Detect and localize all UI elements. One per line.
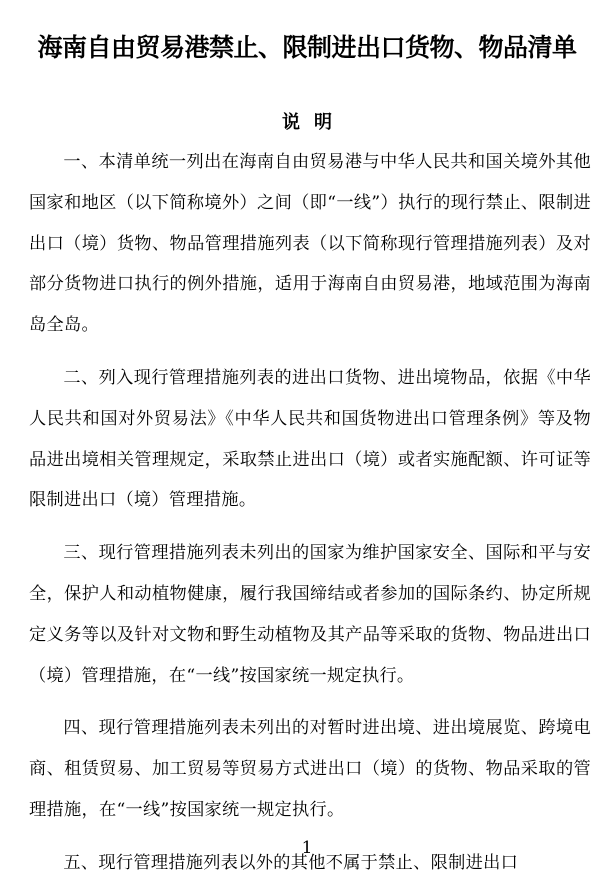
- document-body: [29, 142, 591, 896]
- section-heading: 说明: [282, 112, 346, 133]
- paragraph-3: 三、现行管理措施列表未列出的国家为维护国家安全、国际和平与安全，保护人和动植物健康，履行我国缔结或者参加的国际条约、协定所规定义务等以及针对文物和野生动植物及其产品等采取的货物、物品进出口（境）管理措施，在“一线”按国家统一规定执行。: [29, 543, 591, 686]
- paragraph-1: 一、本清单统一列出在海南自由贸易港与中华人民共和国关境外其他国家和地区（以下简称境外）之间（即“一线”）执行的现行禁止、限制进出口（境）货物、物品管理措施列表（以下简称现行管理措施列表）及对部分货物进口执行的例外措施，适用于海南自由贸易港，地域范围为海南岛全岛。: [29, 152, 591, 336]
- page-number: 1: [301, 838, 313, 858]
- paragraph-2: 二、列入现行管理措施列表的进出口货物、进出境物品，依据《中华人民共和国对外贸易法》《中华人民共和国货物进出口管理条例》等及物品进出境相关管理规定，采取禁止进出口（境）或者实施配额、许可证等限制进出口（境）管理措施。: [29, 367, 591, 511]
- document-title: 海南自由贸易港禁止、限制进出口货物、物品清单: [37, 33, 577, 62]
- paragraph-5: 五、现行管理措施列表以外的其他不属于禁止、限制进出口: [63, 852, 519, 873]
- paragraph-4: 四、现行管理措施列表未列出的对暂时进出境、进出境展览、跨境电商、租赁贸易、加工贸易等贸易方式进出口（境）的货物、物品采取的管理措施，在“一线”按国家统一规定执行。: [29, 718, 591, 820]
